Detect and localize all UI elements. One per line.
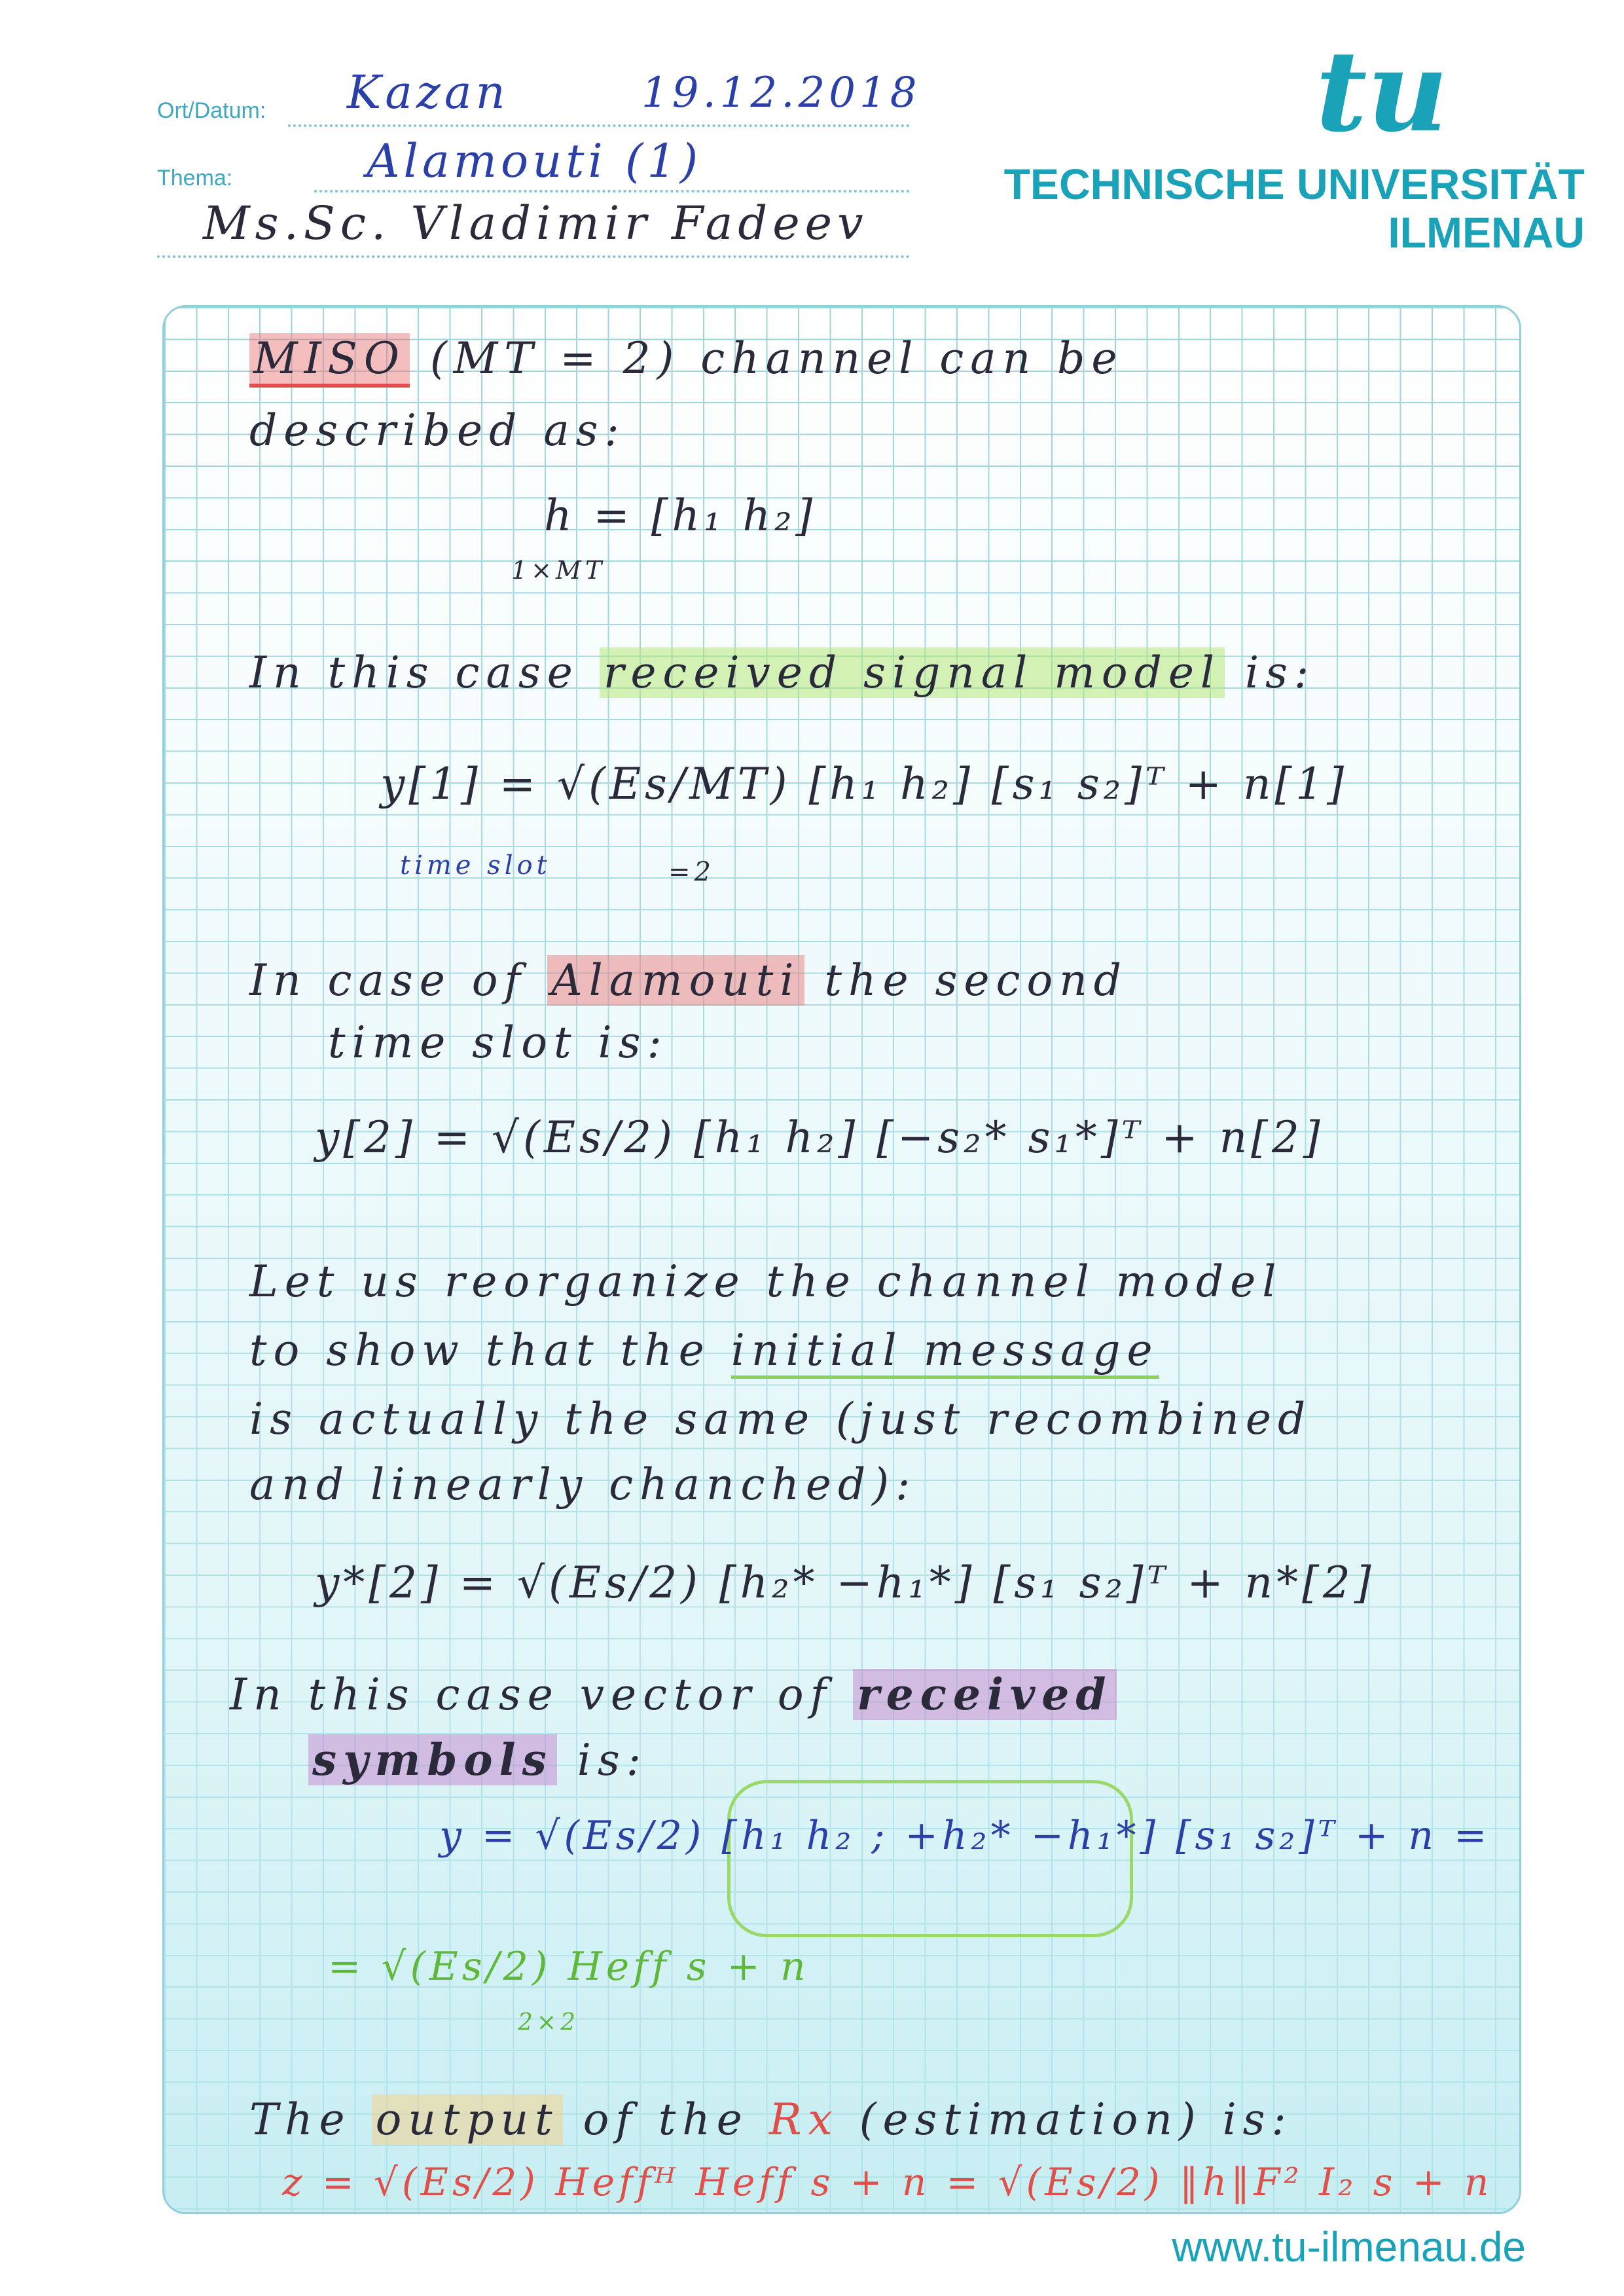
place-text: Kazan	[347, 65, 509, 119]
note-line-3-a: In this case	[249, 647, 579, 698]
equation-y2: y[2] = √(Es/2) [h₁ h₂] [−s₂* s₁*]ᵀ + n[2]	[315, 1112, 1324, 1163]
channel-matrix-highlight	[727, 1780, 1133, 1937]
place-date-label: Ort/Datum:	[157, 98, 266, 123]
author-line	[157, 255, 910, 258]
logo-monogram: tu	[1316, 26, 1449, 157]
time-slot-annotation: time slot	[400, 850, 551, 881]
grid-paper	[162, 305, 1521, 2214]
note-line-4	[249, 955, 1128, 1006]
note-line-1	[249, 333, 1123, 384]
heff-dimension: 2×2	[518, 2009, 579, 2036]
note-line-5: time slot is:	[328, 1017, 668, 1068]
logo-line-1: TECHNISCHE UNIVERSITÄT	[1003, 160, 1585, 208]
note-line-1-rest: (MT = 2) channel can be	[429, 333, 1124, 384]
equation-channel-subscript: 1×MT	[511, 556, 606, 585]
note-line-12-c: of the	[583, 2094, 749, 2145]
logo-line-2: ILMENAU	[1388, 208, 1585, 257]
equation-heff	[328, 1944, 810, 1990]
received-term: received	[853, 1669, 1117, 1720]
note-line-12-a: The	[249, 2094, 352, 2145]
author-text: Ms.Sc. Vladimir Fadeev	[203, 196, 869, 250]
note-line-9: and linearly chanched):	[249, 1459, 917, 1510]
equation-channel: h = [h₁ h₂]	[544, 490, 817, 541]
equation-vector-received	[439, 1813, 1490, 1859]
note-line-7	[249, 1325, 1159, 1376]
equation-vector-received-text: y = √(Es/2) [h₁ h₂ ; +h₂* −h₁*] [s₁ s₂]ᵀ + n =	[439, 1813, 1491, 1859]
note-line-3	[249, 647, 1315, 698]
rx-term: Rx	[768, 2094, 839, 2145]
equation-y1: y[1] = √(Es/MT) [h₁ h₂] [s₁ s₂]ᵀ + n[1]	[380, 759, 1348, 809]
equation-output-text: z = √(Es/2) Heffᴴ Heff s + n = √(Es/2) ‖h‖F² I₂ s + n	[282, 2160, 1493, 2204]
equation-y2-conj: y*[2] = √(Es/2) [h₂* −h₁*] [s₁ s₂]ᵀ + n*[2]	[315, 1558, 1375, 1608]
equation-output	[282, 2160, 1492, 2204]
topic-label: Thema:	[157, 166, 233, 191]
note-line-7-a: to show that the	[249, 1325, 711, 1376]
note-line-10-a: In this case vector of	[230, 1669, 833, 1720]
logo-wordmark	[1004, 160, 1585, 257]
output-term: output	[372, 2094, 563, 2145]
mt-equals-two-note: =2	[668, 857, 715, 887]
note-line-8: is actually the same (just recombined	[249, 1394, 1312, 1444]
footer-url: www.tu-ilmenau.de	[1172, 2223, 1526, 2270]
note-line-11-b: is:	[577, 1735, 647, 1785]
note-line-12-e: (estimation) is:	[859, 2094, 1293, 2145]
initial-message-term: initial message	[731, 1325, 1159, 1379]
note-line-6: Let us reorganize the channel model	[249, 1256, 1283, 1307]
topic-text: Alamouti (1)	[367, 134, 702, 188]
received-signal-model-term: received signal model	[600, 647, 1225, 698]
topic-line	[314, 190, 910, 192]
note-line-11	[308, 1734, 647, 1785]
place-date-line	[288, 124, 910, 127]
note-line-3-c: is:	[1244, 647, 1316, 698]
note-line-4-a: In case of	[249, 955, 527, 1006]
note-line-10	[230, 1669, 1117, 1720]
miso-term: MISO	[249, 333, 410, 388]
note-line-12	[249, 2094, 1293, 2145]
note-line-4-c: the second	[824, 955, 1128, 1006]
date-text: 19.12.2018	[641, 69, 921, 117]
equation-heff-text: = √(Es/2) Heff s + n	[328, 1944, 810, 1990]
symbols-term: symbols	[308, 1734, 557, 1785]
alamouti-term: Alamouti	[547, 955, 804, 1006]
note-line-2: described as:	[249, 405, 626, 456]
